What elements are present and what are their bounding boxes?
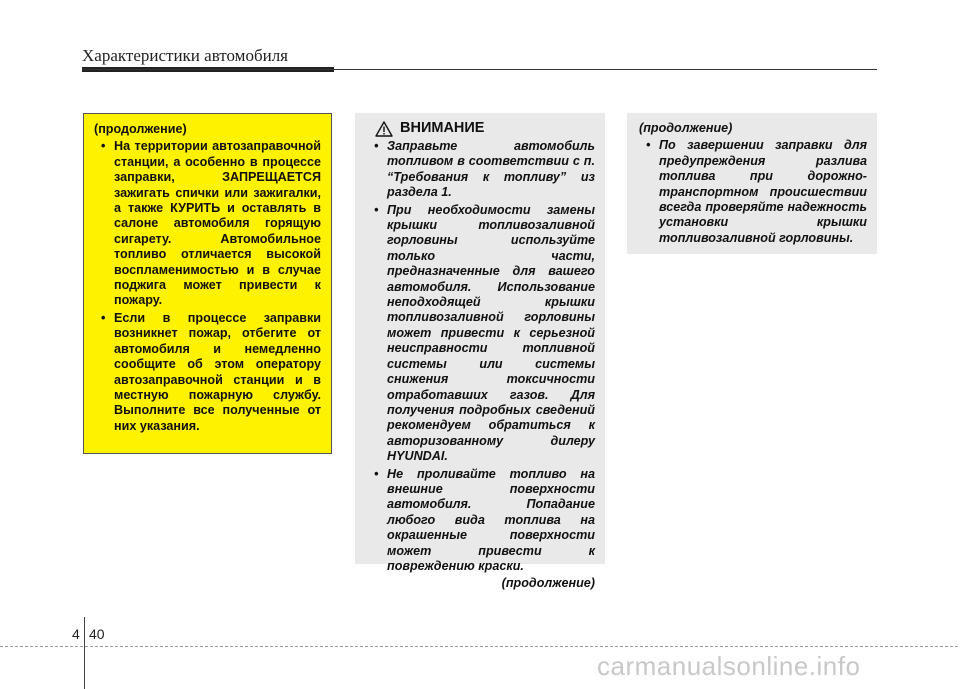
page-header-title: Характеристики автомобиля [82, 46, 288, 65]
warning-title: ВНИМАНИЕ [400, 120, 485, 137]
chapter-number: 4 [72, 626, 80, 642]
warning-cont-item: • По завершении заправки для предупреждения разлива топлива при дорожно-транспортном происшествии всегда проверяйте надежность установки крышки топливозаливной горловины. [659, 138, 867, 246]
page-number: 40 [89, 626, 105, 642]
warning-list [367, 139, 595, 574]
caution-continued-label: (продолжение) [94, 122, 187, 136]
warning-continued-label: (продолжение) [501, 576, 595, 591]
footer-divider [84, 617, 85, 689]
warning-box [355, 113, 605, 591]
caution-list [94, 139, 321, 434]
header-rule-thin [82, 69, 877, 70]
warning-cont-label: (продолжение) [639, 121, 733, 135]
caution-item: • Если в процессе заправки возникнет пожар, отбегите от автомобиля и немедленно сообщите об этом оператору автозаправочной станции и в местную пожарную службу. Выполните все полученные от них указания. [114, 311, 321, 434]
warning-item: • Не проливайте топливо на внешние поверхности автомобиля. Попадание любого вида топлива на окрашенные поверхности может привести к повреждению краски. [387, 467, 595, 575]
caution-item: • На территории автозаправочной станции, а особенно в процессе заправки, ЗАПРЕЩАЕТСЯ зажигать спички или зажигалки, а также КУРИТЬ и оставлять в салоне автомобиля горящую сигарету. Автомобильное топливо отличается высокой воспламенимостью и в случае поджига может привести к пожару. [114, 139, 321, 308]
caution-box [83, 113, 332, 454]
warning-cont-list [639, 138, 867, 246]
footer-dashed-line [0, 646, 958, 647]
watermark-text: carmanualsonline.info [597, 651, 861, 681]
warning-item: • Заправьте автомобиль топливом в соответствии с п. “Требования к топливу” из раздела 1. [387, 139, 595, 201]
warning-heading [375, 121, 595, 137]
warning-triangle-icon [375, 121, 393, 137]
warning-item: • При необходимости замены крышки топливозаливной горловины используйте только части, предназначенные для вашего автомобиля. Использование неподходящей крышки топливозаливной горловины может привести к серьезной неисправности топливной системы или системы снижения токсичности отработавших газов. Для получения подробных сведений рекомендуем обратиться к авторизованному дилеру HYUNDAI. [387, 203, 595, 465]
warning-continued-box [627, 113, 877, 254]
